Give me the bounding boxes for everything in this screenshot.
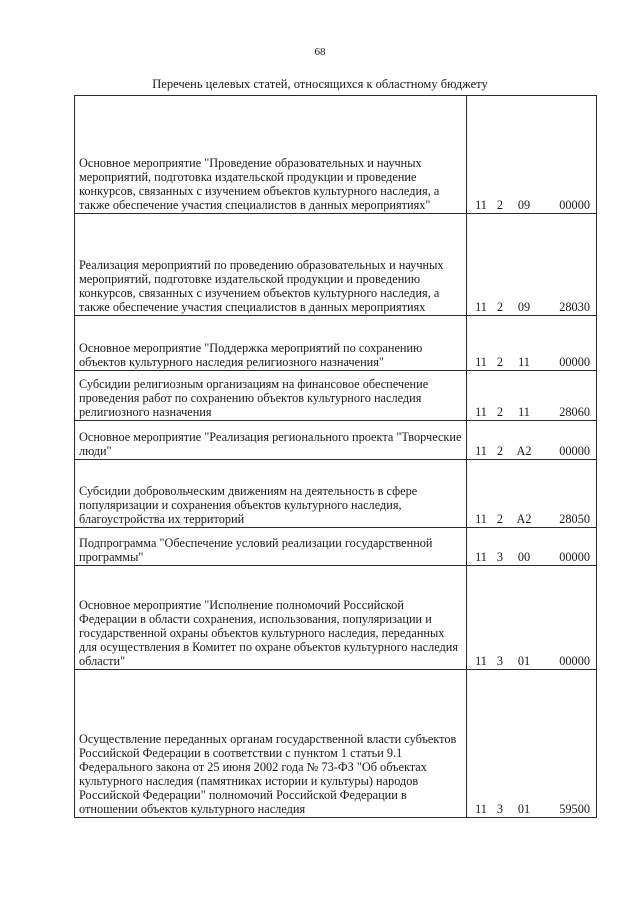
row-description: Субсидии религиозным организациям на финансовое обеспечение проведения работ по сохранению объектов культурного наследия религиозного назначения xyxy=(75,371,467,421)
row-code xyxy=(467,371,597,421)
table-row xyxy=(75,96,597,214)
table-row xyxy=(75,214,597,316)
code-program: 11 xyxy=(475,802,487,816)
code-event: A2 xyxy=(516,444,532,458)
code-direction: 28030 xyxy=(559,300,590,314)
table-row xyxy=(75,316,597,371)
row-description: Основное мероприятие "Поддержка мероприятий по сохранению объектов культурного наследия религиозного назначения" xyxy=(75,316,467,371)
code-program: 11 xyxy=(475,355,487,369)
row-code xyxy=(467,96,597,214)
code-direction: 28060 xyxy=(559,405,590,419)
row-code xyxy=(467,670,597,818)
code-direction: 59500 xyxy=(559,802,590,816)
row-description: Подпрограмма "Обеспечение условий реализации государственной программы" xyxy=(75,528,467,566)
code-event: 11 xyxy=(518,405,530,419)
code-subprogram: 3 xyxy=(496,654,504,668)
row-code xyxy=(467,460,597,528)
code-program: 11 xyxy=(475,654,487,668)
code-direction: 00000 xyxy=(559,654,590,668)
table-row xyxy=(75,460,597,528)
code-subprogram: 2 xyxy=(496,300,504,314)
code-direction: 28050 xyxy=(559,512,590,526)
row-code xyxy=(467,566,597,670)
code-event: 01 xyxy=(517,654,531,668)
row-description: Основное мероприятие "Проведение образовательных и научных мероприятий, подготовка издательской продукции и проведение конкурсов, связанных с изучением объектов культурного наследия, а также обеспечение участия специалистов в данных мероприятиях" xyxy=(75,96,467,214)
row-code xyxy=(467,528,597,566)
code-program: 11 xyxy=(475,550,487,564)
code-subprogram: 2 xyxy=(496,512,504,526)
code-event: 00 xyxy=(517,550,531,564)
row-description: Осуществление переданных органам государственной власти субъектов Российской Федерации в соответствии с пунктом 1 статьи 9.1 Федерального закона от 25 июня 2002 года № 73-ФЗ "Об объектах культурного наследия (памятниках истории и культуры) народов Российской Федерации" полномочий Российской Федерации в отношении объектов культурного наследия xyxy=(75,670,467,818)
table-row xyxy=(75,670,597,818)
code-subprogram: 3 xyxy=(496,802,504,816)
code-subprogram: 2 xyxy=(496,444,504,458)
code-event: 01 xyxy=(517,802,531,816)
code-direction: 00000 xyxy=(559,198,590,212)
table-row xyxy=(75,528,597,566)
code-program: 11 xyxy=(475,512,487,526)
row-code xyxy=(467,316,597,371)
code-direction: 00000 xyxy=(559,355,590,369)
code-program: 11 xyxy=(475,300,487,314)
code-direction: 00000 xyxy=(559,550,590,564)
code-subprogram: 3 xyxy=(496,550,504,564)
code-subprogram: 2 xyxy=(496,355,504,369)
table-row xyxy=(75,566,597,670)
code-event: 11 xyxy=(518,355,530,369)
row-description: Основное мероприятие "Исполнение полномочий Российской Федерации в области сохранения, использования, популяризации и государственной охраны объектов культурного наследия, переданных для осуществления в Комитет по охране объектов культурного наследия области" xyxy=(75,566,467,670)
code-event: 09 xyxy=(517,198,531,212)
code-subprogram: 2 xyxy=(496,405,504,419)
row-description: Основное мероприятие "Реализация регионального проекта "Творческие люди" xyxy=(75,421,467,460)
code-program: 11 xyxy=(475,405,487,419)
row-code xyxy=(467,421,597,460)
code-event: 09 xyxy=(517,300,531,314)
target-articles-table xyxy=(74,95,597,818)
table-row xyxy=(75,371,597,421)
code-direction: 00000 xyxy=(559,444,590,458)
table-row xyxy=(75,421,597,460)
code-event: A2 xyxy=(516,512,532,526)
code-program: 11 xyxy=(475,198,487,212)
code-subprogram: 2 xyxy=(496,198,504,212)
document-title: Перечень целевых статей, относящихся к областному бюджету xyxy=(152,77,488,91)
page-number: 68 xyxy=(314,46,326,58)
row-description: Субсидии добровольческим движениям на деятельность в сфере популяризации и сохранения объектов культурного наследия, благоустройства их территорий xyxy=(75,460,467,528)
row-code xyxy=(467,214,597,316)
row-description: Реализация мероприятий по проведению образовательных и научных мероприятий, подготовке издательской продукции и проведению конкурсов, связанных с изучением объектов культурного наследия, а также обеспечение участия специалистов в данных мероприятиях xyxy=(75,214,467,316)
code-program: 11 xyxy=(475,444,487,458)
